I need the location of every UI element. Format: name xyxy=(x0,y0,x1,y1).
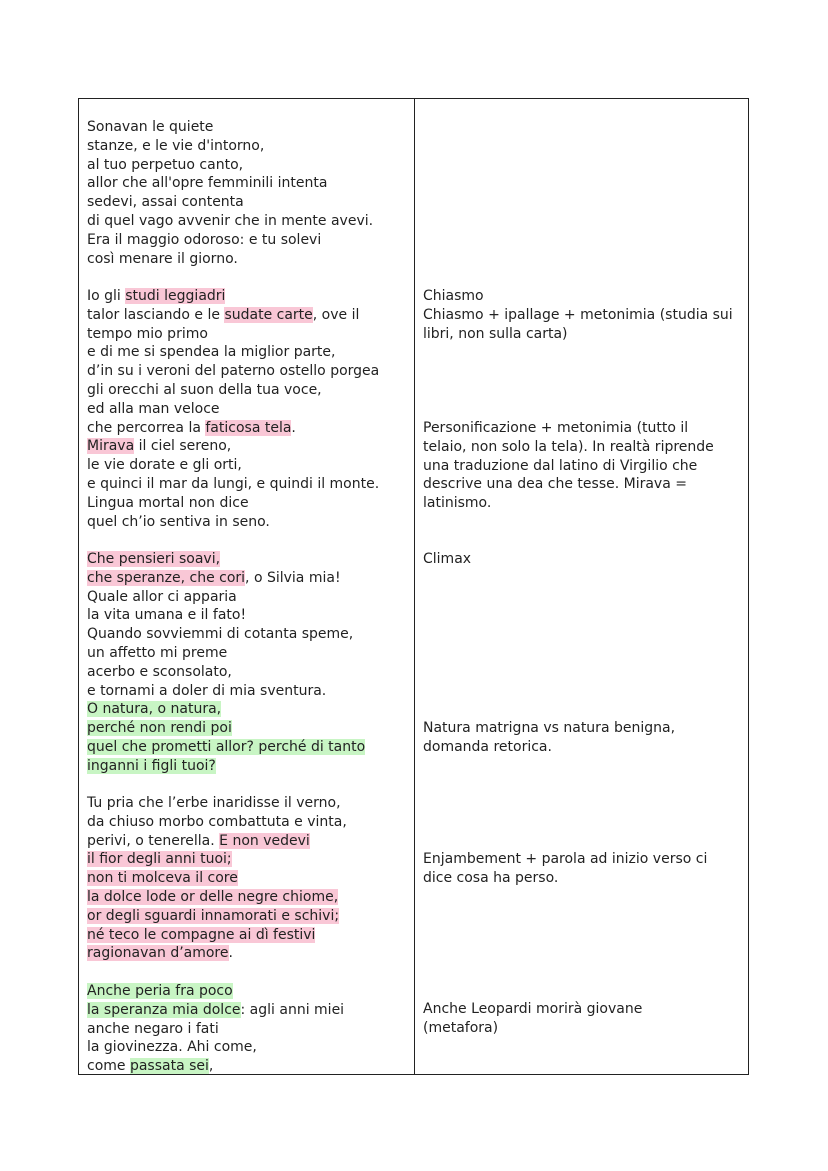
poem-line xyxy=(87,832,347,851)
poem-line xyxy=(87,362,379,381)
highlight-pink: faticosa tela xyxy=(205,419,292,436)
poem-line xyxy=(87,1020,344,1039)
highlight-green: quel che prometti allor? perché di tanto xyxy=(87,738,366,755)
highlight-pink: né teco le compagne ai dì festivi xyxy=(87,926,316,943)
poem-line xyxy=(87,907,347,926)
poem-line xyxy=(87,1001,344,1020)
highlight-pink: Che pensieri soavi, xyxy=(87,551,221,567)
line-text: le vie dorate e gli orti, xyxy=(87,457,242,474)
note-line: (metafora) xyxy=(423,1019,499,1036)
note-line: Personificazione + metonimia (tutto il xyxy=(423,420,689,436)
note-chiasmo xyxy=(423,287,745,343)
poem-line xyxy=(87,794,347,813)
highlight-pink: or degli sguardi innamorati e schivi; xyxy=(87,907,340,924)
poem-line: al tuo perpetuo canto, xyxy=(87,156,244,173)
line-text: acerbo e sconsolato, xyxy=(87,663,232,680)
note-line: Anche Leopardi morirà giovane xyxy=(423,1001,643,1017)
line-text: , o Silvia mia! xyxy=(245,569,341,586)
poem-line xyxy=(87,888,347,907)
poem-line xyxy=(87,850,347,869)
poem-line xyxy=(87,437,379,456)
note-leopardi xyxy=(423,1000,745,1038)
poem-line xyxy=(87,550,365,569)
stanza-5 xyxy=(87,982,344,1076)
line-text: da chiuso morbo combattuta e vinta, xyxy=(87,813,347,830)
note-climax xyxy=(423,550,745,569)
line-text: . xyxy=(291,419,296,436)
poem-line xyxy=(87,456,379,475)
poem-line xyxy=(87,343,379,362)
stanza-3 xyxy=(87,550,365,776)
highlight-green: passata sei xyxy=(129,1058,209,1075)
line-text: la giovinezza. Ahi come, xyxy=(87,1039,257,1056)
note-personificazione xyxy=(423,419,745,513)
note-line: Natura matrigna vs natura benigna, xyxy=(423,720,676,736)
highlight-pink: il fior degli anni tuoi; xyxy=(87,851,232,868)
line-text: e di me si spendea la miglior parte, xyxy=(87,344,336,361)
line-text: il ciel sereno, xyxy=(134,438,232,455)
note-line: una traduzione dal latino di Virgilio che xyxy=(423,457,698,474)
line-text: . xyxy=(228,945,233,962)
highlight-green: O natura, o natura, xyxy=(87,701,222,718)
poem-line: allor che all'opre femminili intenta xyxy=(87,175,328,192)
poem-line xyxy=(87,325,379,344)
poem-line xyxy=(87,381,379,400)
highlight-pink: Mirava xyxy=(87,438,135,455)
poem-line xyxy=(87,700,365,719)
poem-line: sedevi, assai contenta xyxy=(87,194,244,211)
stanza-1 xyxy=(87,118,373,268)
highlight-green: inganni i figli tuoi? xyxy=(87,757,216,774)
poem-line xyxy=(87,738,365,757)
poem-line xyxy=(87,287,379,306)
note-line: Climax xyxy=(423,551,472,567)
highlight-pink: che speranze, che cori xyxy=(87,569,246,586)
poem-line: così menare il giorno. xyxy=(87,250,238,267)
poem-line xyxy=(87,1038,344,1057)
line-text: anche negaro i fati xyxy=(87,1020,219,1037)
poem-line xyxy=(87,644,365,663)
line-text: ed alla man veloce xyxy=(87,400,220,417)
note-line: domanda retorica. xyxy=(423,738,552,755)
annotation-table xyxy=(78,98,749,1075)
line-text: , ove il xyxy=(312,306,360,323)
poem-line xyxy=(87,757,365,776)
poem-line xyxy=(87,306,379,325)
highlight-pink: ragionavan d’amore xyxy=(87,945,229,962)
line-text: : agli anni miei xyxy=(240,1001,345,1018)
poem-line: stanze, e le vie d'intorno, xyxy=(87,137,265,154)
line-text: quel ch’io sentiva in seno. xyxy=(87,513,270,530)
highlight-pink: E non vedevi xyxy=(219,832,310,849)
poem-line xyxy=(87,588,365,607)
note-line: descrive una dea che tesse. Mirava = xyxy=(423,476,687,493)
line-text: tempo mio primo xyxy=(87,325,208,342)
poem-line: Era il maggio odoroso: e tu solevi xyxy=(87,231,322,248)
line-text: d’in su i veroni del paterno ostello porgea xyxy=(87,363,380,380)
line-text: e tornami a doler di mia sventura. xyxy=(87,682,327,699)
poem-line: Sonavan le quiete xyxy=(87,119,214,135)
line-text: talor lasciando e le xyxy=(87,306,225,323)
note-natura xyxy=(423,719,745,757)
poem-line xyxy=(87,926,347,945)
line-text: e quinci il mar da lungi, e quindi il monte. xyxy=(87,475,380,492)
poem-line xyxy=(87,1057,344,1076)
highlight-pink: sudate carte xyxy=(224,306,313,323)
line-text: che percorrea la xyxy=(87,419,206,436)
line-text: Quando sovviemmi di cotanta speme, xyxy=(87,626,354,643)
highlight-green: la speranza mia dolce xyxy=(87,1001,241,1018)
poem-line xyxy=(87,606,365,625)
poem-line xyxy=(87,813,347,832)
line-text: Lingua mortal non dice xyxy=(87,494,249,511)
poem-line xyxy=(87,494,379,513)
poem-line xyxy=(87,625,365,644)
line-text: Tu pria che l’erbe inaridisse il verno, xyxy=(87,795,341,811)
note-line: telaio, non solo la tela). In realtà riprende xyxy=(423,438,714,455)
highlight-green: perché non rendi poi xyxy=(87,720,232,737)
note-line: Enjambement + parola ad inizio verso ci xyxy=(423,851,708,867)
poem-line: di quel vago avvenir che in mente avevi. xyxy=(87,212,374,229)
stanza-2 xyxy=(87,287,379,531)
poem-line xyxy=(87,682,365,701)
highlight-pink: la dolce lode or delle negre chiome, xyxy=(87,888,339,905)
poem-line xyxy=(87,419,379,438)
poem-line xyxy=(87,569,365,588)
line-text: come xyxy=(87,1058,130,1075)
line-text: Io gli xyxy=(87,288,126,304)
line-text: perivi, o tenerella. xyxy=(87,832,220,849)
line-text: , xyxy=(208,1058,214,1075)
poem-line xyxy=(87,719,365,738)
line-text: la vita umana e il fato! xyxy=(87,607,247,624)
poem-line xyxy=(87,982,344,1001)
column-divider xyxy=(414,99,415,1074)
line-text: un affetto mi preme xyxy=(87,644,228,661)
note-line: libri, non sulla carta) xyxy=(423,325,568,342)
note-line: latinismo. xyxy=(423,495,492,512)
poem-line xyxy=(87,513,379,532)
poem-line xyxy=(87,400,379,419)
highlight-green: Anche peria fra poco xyxy=(87,983,233,999)
line-text: gli orecchi al suon della tua voce, xyxy=(87,381,322,398)
poem-line xyxy=(87,663,365,682)
stanza-4 xyxy=(87,794,347,963)
note-line: Chiasmo + ipallage + metonimia (studia sui xyxy=(423,306,733,323)
poem-line xyxy=(87,869,347,888)
note-line: Chiasmo xyxy=(423,288,484,304)
highlight-pink: studi leggiadri xyxy=(125,288,226,304)
note-line: dice cosa ha perso. xyxy=(423,869,559,886)
note-enjambement xyxy=(423,850,745,888)
line-text: Quale allor ci apparia xyxy=(87,588,237,605)
highlight-pink: non ti molceva il core xyxy=(87,870,238,887)
poem-line xyxy=(87,944,347,963)
poem-line xyxy=(87,475,379,494)
